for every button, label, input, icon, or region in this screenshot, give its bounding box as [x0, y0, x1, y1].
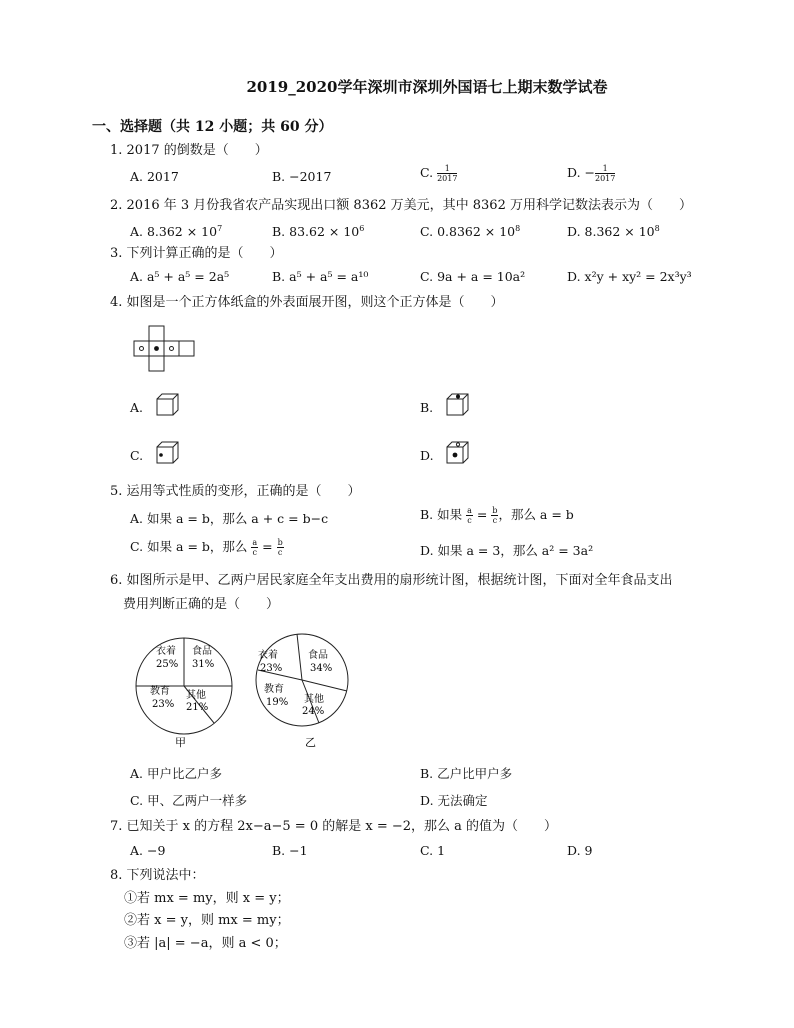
q1-c-fraction: $\frac{1}{2017}$	[437, 164, 458, 183]
section-heading: 一、选择题（共 12 小题；共 60 分）	[92, 119, 333, 135]
cube-option-c-icon	[156, 441, 180, 465]
q3-option-c[interactable]: C. 9a + a = 10a²	[420, 269, 526, 284]
q2-option-d[interactable]: D. $8.362 \times 10^8$	[567, 224, 660, 240]
q2-option-b[interactable]: B. $83.62 \times 10^6$	[272, 224, 365, 240]
jia-slice-label: 衣着	[156, 646, 176, 657]
q6-option-d[interactable]: D. 无法确定	[420, 793, 488, 808]
question-5: 5. 运用等式性质的变形，正确的是（ ）	[110, 484, 361, 499]
question-6-line1: 6. 如图所示是甲、乙两户居民家庭全年支出费用的扇形统计图，根据统计图，下面对全年食品支出	[110, 573, 673, 588]
cube-net-figure	[133, 325, 197, 373]
jia-slice-pct: 23%	[152, 699, 175, 710]
yi-slice-pct: 23%	[260, 663, 283, 674]
yi-slice-label: 衣着	[258, 650, 278, 661]
q1-d-prefix: D. −	[567, 165, 595, 180]
q2-option-c[interactable]: C. $0.8362 \times 10^8$	[420, 224, 521, 240]
q1-option-c[interactable]	[420, 164, 457, 183]
pie-chart-jia	[130, 630, 240, 750]
q4-option-d[interactable]: D.	[420, 448, 434, 463]
q5-option-c[interactable]: C. 如果 a = b，那么 $\frac{a}{c}$ = $\frac{b}{c}$	[130, 538, 283, 557]
yi-caption: 乙	[305, 736, 316, 749]
question-1: 1. 2017 的倒数是（ ）	[110, 143, 268, 158]
question-4: 4. 如图是一个正方体纸盒的外表面展开图，则这个正方体是（ ）	[110, 295, 504, 310]
jia-caption: 甲	[175, 736, 186, 749]
q5-option-b[interactable]: B. 如果 $\frac{a}{c}$ = $\frac{b}{c}$ ，那么 a = b	[420, 506, 574, 525]
q7-option-a[interactable]: A. −9	[130, 843, 166, 858]
q4-option-c[interactable]: C.	[130, 448, 144, 463]
jia-slice-label: 食品	[192, 646, 212, 657]
yi-slice-pct: 19%	[266, 697, 289, 708]
question-8: 8. 下列说法中：	[110, 868, 205, 883]
cube-option-d-icon	[446, 441, 470, 465]
q6-option-b[interactable]: B. 乙户比甲户多	[420, 766, 513, 781]
cube-option-a-icon	[156, 393, 180, 417]
yi-slice-label: 食品	[308, 650, 328, 661]
q5-c-fraction-right: $\frac{b}{c}$	[277, 538, 283, 557]
jia-slice-label: 其他	[186, 690, 206, 701]
jia-slice-pct: 25%	[156, 659, 179, 670]
q8-statement-1: ①若 mx = my，则 x = y；	[124, 891, 290, 906]
q5-c-fraction-left: $\frac{a}{c}$	[252, 538, 258, 557]
question-2: 2. 2016 年 3 月份我省农产品实现出口额 8362 万美元，其中 8362 万用科学记数法表示为（ ）	[110, 198, 692, 213]
q7-option-c[interactable]: C. 1	[420, 843, 446, 858]
q3-option-d[interactable]: D. x²y + xy² = 2x³y³	[567, 269, 692, 284]
q3-option-a[interactable]: A. a⁵ + a⁵ = 2a⁵	[130, 269, 230, 284]
yi-slice-label: 教育	[264, 684, 284, 695]
q1-option-b[interactable]: B. −2017	[272, 169, 332, 184]
q1-c-prefix: C.	[420, 165, 438, 180]
page-title: 2019_2020学年深圳市深圳外国语七上期末数学试卷	[246, 78, 608, 96]
question-6-line2: 费用判断正确的是（ ）	[123, 597, 280, 612]
yi-slice-label: 其他	[304, 694, 324, 705]
q6-option-c[interactable]: C. 甲、乙两户一样多	[130, 793, 248, 808]
q5-option-a[interactable]: A. 如果 a = b，那么 a + c = b−c	[130, 511, 329, 526]
yi-slice-pct: 24%	[302, 706, 325, 717]
q1-d-fraction: $\frac{1}{2017}$	[595, 164, 616, 183]
q1-option-a[interactable]: A. 2017	[130, 169, 179, 184]
jia-slice-label: 教育	[150, 686, 170, 697]
pie-chart-yi	[250, 630, 360, 750]
q3-option-b[interactable]: B. a⁵ + a⁵ = a¹⁰	[272, 269, 369, 284]
q7-option-b[interactable]: B. −1	[272, 843, 308, 858]
cube-option-b-icon	[446, 393, 470, 417]
yi-slice-pct: 34%	[310, 663, 333, 674]
q5-b-fraction-right: $\frac{b}{c}$	[492, 506, 498, 525]
q8-statement-3: ③若 |a| = −a，则 a < 0；	[124, 936, 287, 951]
q7-option-d[interactable]: D. 9	[567, 843, 593, 858]
q1-option-d[interactable]	[567, 164, 615, 183]
q2-option-a[interactable]: A. $8.362 \times 10^7$	[130, 224, 223, 240]
q4-option-b[interactable]: B.	[420, 400, 434, 415]
q8-statement-2: ②若 x = y，则 mx = my；	[124, 913, 290, 928]
q5-option-d[interactable]: D. 如果 a = 3，那么 a² = 3a²	[420, 543, 594, 558]
q4-option-a[interactable]: A.	[130, 400, 144, 415]
q6-option-a[interactable]: A. 甲户比乙户多	[130, 766, 222, 781]
question-7: 7. 已知关于 x 的方程 2x−a−5 = 0 的解是 x = −2，那么 a 的值为（ ）	[110, 819, 558, 834]
jia-slice-pct: 21%	[186, 702, 209, 713]
q5-b-fraction-left: $\frac{a}{c}$	[467, 506, 472, 525]
question-3: 3. 下列计算正确的是（ ）	[110, 246, 283, 261]
jia-slice-pct: 31%	[192, 659, 215, 670]
